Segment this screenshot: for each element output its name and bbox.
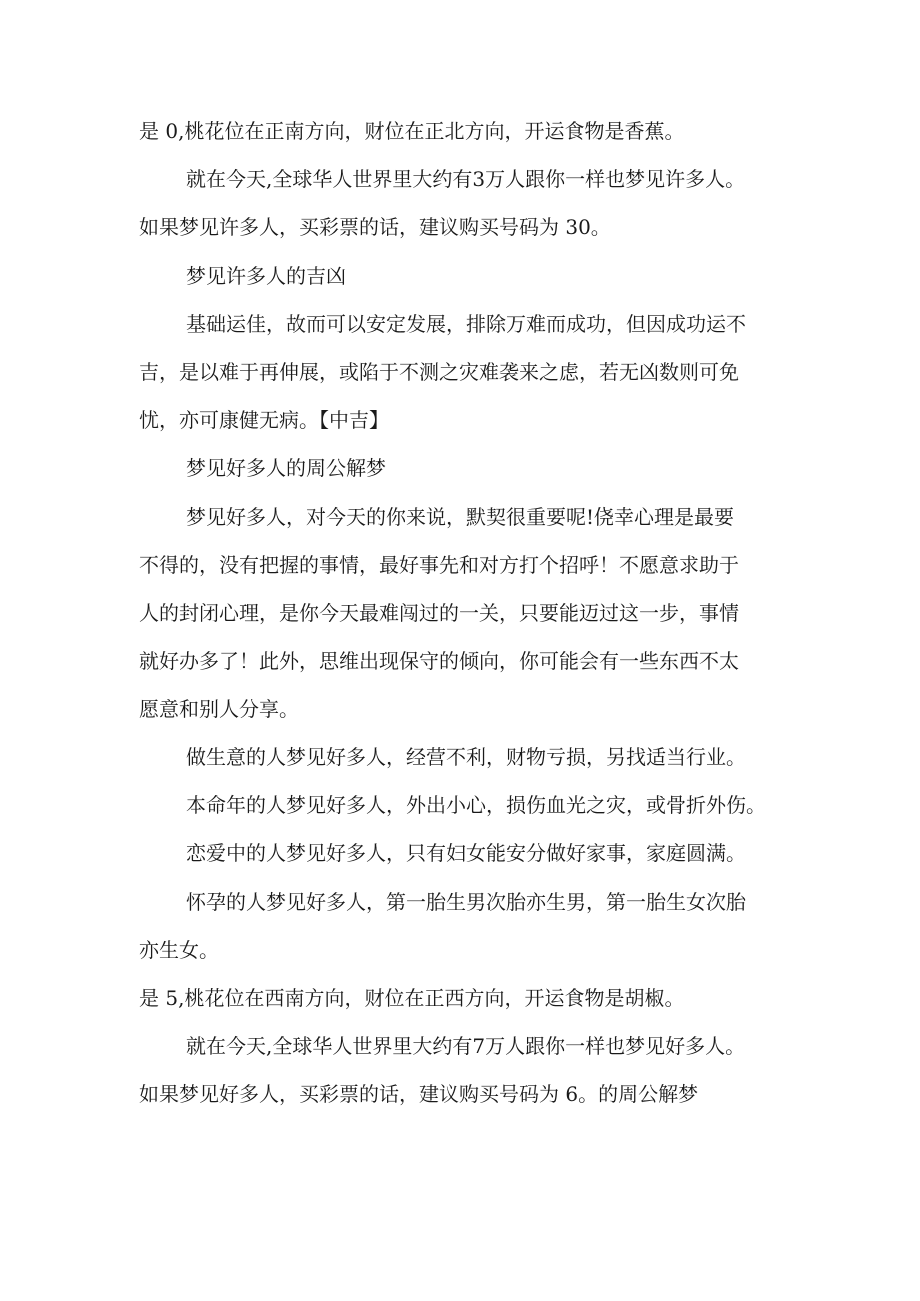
section-heading: 梦见好多人的周公解梦 (186, 456, 386, 480)
text-line: 如果梦见好多人，买彩票的话，建议购买号码为 6。的周公解梦 (139, 1082, 699, 1106)
text-line: 是 0,桃花位在正南方向，财位在正北方向，开运食物是香蕉。 (139, 119, 685, 143)
text-line: 如果梦见许多人，买彩票的话，建议购买号码为 30。 (139, 215, 611, 239)
text-line: 基础运佳，故而可以安定发展，排除万难而成功，但因成功运不 (186, 312, 746, 336)
section-heading: 梦见许多人的吉凶 (186, 264, 346, 288)
text-line: 恋爱中的人梦见好多人，只有妇女能安分做好家事，家庭圆满。 (186, 841, 746, 865)
text-line: 是 5,桃花位在西南方向，财位在正西方向，开运食物是胡椒。 (139, 986, 685, 1010)
text-line: 亦生女。 (139, 938, 219, 962)
text-line: 就好办多了！此外，思维出现保守的倾向，你可能会有一些东西不太 (139, 649, 739, 673)
text-line: 不得的，没有把握的事情，最好事先和对方打个招呼！不愿意求助于 (139, 553, 739, 577)
text-line: 吉，是以难于再伸展，或陷于不测之灾难袭来之虑，若无凶数则可免 (139, 360, 739, 384)
text-line: 就在今天,全球华人世界里大约有3万人跟你一样也梦见许多人。 (186, 167, 746, 191)
text-line: 人的封闭心理，是你今天最难闯过的一关，只要能迈过这一步，事情 (139, 601, 739, 625)
text-line: 忧，亦可康健无病。【中吉】 (139, 408, 389, 432)
text-line: 本命年的人梦见好多人，外出小心，损伤血光之灾，或骨折外伤。 (186, 793, 766, 817)
text-line: 梦见好多人，对今天的你来说，默契很重要呢!侥幸心理是最要 (186, 505, 735, 529)
text-line: 就在今天,全球华人世界里大约有7万人跟你一样也梦见好多人。 (186, 1034, 746, 1058)
text-line: 愿意和别人分享。 (139, 697, 299, 721)
text-line: 怀孕的人梦见好多人，第一胎生男次胎亦生男，第一胎生女次胎 (186, 890, 746, 914)
text-line: 做生意的人梦见好多人，经营不利，财物亏损，另找适当行业。 (186, 745, 746, 769)
